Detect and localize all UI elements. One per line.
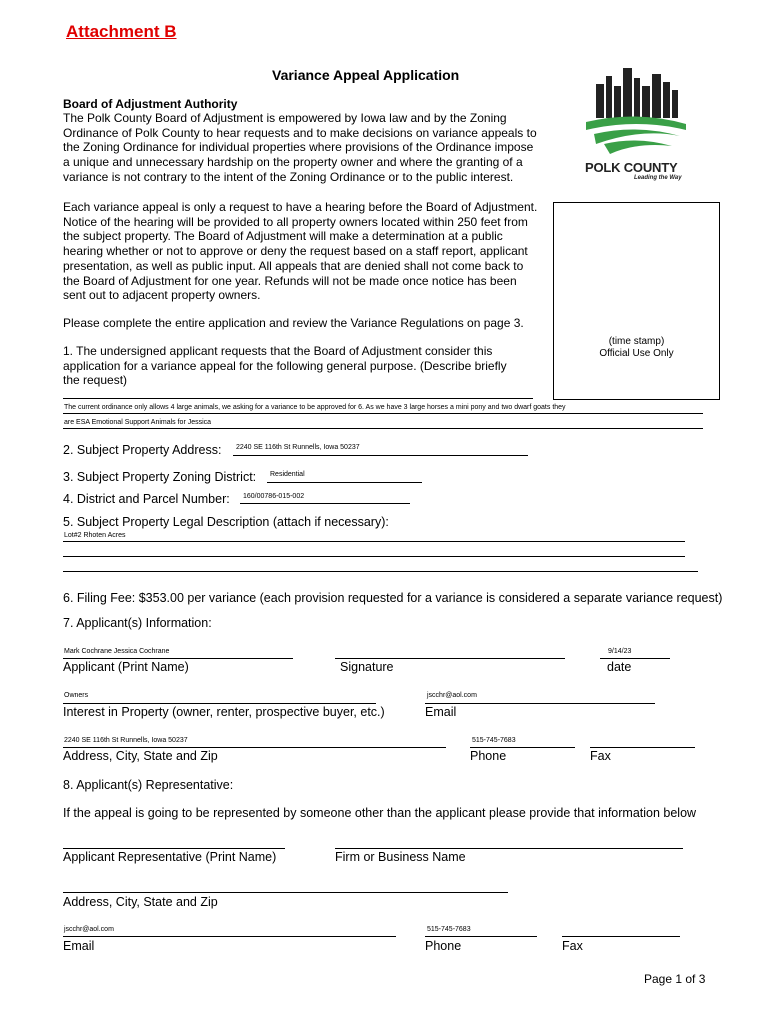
email-field[interactable]: jscchr@aol.com bbox=[427, 692, 477, 699]
applicant-name-field[interactable]: Mark Cochrane Jessica Cochrane bbox=[64, 648, 170, 655]
date-field[interactable]: 9/14/23 bbox=[608, 648, 632, 655]
hearing-line: Each variance appeal is only a request to have a hearing before the Board of Adjustment. bbox=[63, 200, 538, 214]
page-number: Page 1 of 3 bbox=[644, 972, 706, 986]
rep-address-label: Address, City, State and Zip bbox=[63, 895, 218, 909]
interest-field[interactable]: Owners bbox=[64, 692, 89, 699]
q7-label: 7. Applicant(s) Information: bbox=[63, 616, 212, 630]
email-label: Email bbox=[425, 705, 457, 719]
hearing-line: hearing whether or not to approve or deny the request based on a staff report, applicant bbox=[63, 244, 528, 259]
hearing-line: presentation, as well as public input. All appeals that are denied shall not come back to bbox=[63, 258, 524, 273]
authority-heading: Board of Adjustment Authority bbox=[63, 97, 238, 111]
hearing-line: the subject property. The Board of Adjustment will make a determination at a public bbox=[63, 229, 503, 244]
signature-label: Signature bbox=[340, 660, 394, 674]
authority-line: a unique and unnecessary hardship on the property owner and where the granting of a bbox=[63, 155, 523, 170]
zoning-district-field[interactable]: Residential bbox=[270, 471, 305, 478]
timestamp-line: Official Use Only bbox=[599, 348, 674, 359]
q3-label: 3. Subject Property Zoning District: bbox=[63, 470, 257, 484]
rep-phone-label: Phone bbox=[425, 939, 462, 953]
timestamp-line: (time stamp) bbox=[608, 336, 665, 347]
parcel-number-field[interactable]: 160/00786-015-002 bbox=[243, 493, 305, 500]
authority-text bbox=[63, 111, 553, 185]
timestamp-label bbox=[554, 336, 719, 360]
hearing-line: sent out to adjacent property owners. bbox=[63, 288, 261, 303]
q1-answer-line[interactable]: The current ordinance only allows 4 large animals, we asking for a variance to be approved for 6. As we have 3 large horses a mini pony and two dwarf goats they bbox=[64, 404, 566, 411]
q5-label: 5. Subject Property Legal Description (attach if necessary): bbox=[63, 515, 389, 529]
logo-tagline: Leading the Way bbox=[634, 175, 682, 181]
address-label: Address, City, State and Zip bbox=[63, 749, 218, 763]
address-field[interactable]: 2240 SE 116th St Runnells, Iowa 50237 bbox=[64, 737, 188, 744]
rep-phone-field[interactable]: 515-745-7683 bbox=[427, 926, 471, 933]
date-label: date bbox=[607, 660, 632, 674]
interest-label: Interest in Property (owner, renter, prospective buyer, etc.) bbox=[63, 705, 385, 719]
page-title: Variance Appeal Application bbox=[272, 67, 460, 83]
phone-field[interactable]: 515-745-7683 bbox=[472, 737, 516, 744]
attachment-label: Attachment B bbox=[66, 22, 177, 41]
q8-label: 8. Applicant(s) Representative: bbox=[63, 778, 234, 792]
logo-name: POLK COUNTY bbox=[585, 160, 678, 175]
hearing-text bbox=[63, 200, 553, 303]
authority-line: the Zoning Ordinance for individual properties where provisions of the Ordinance impose bbox=[63, 140, 534, 155]
authority-line: variance is not contrary to the intent of the Zoning Ordinance or to the public interest. bbox=[63, 169, 514, 184]
rep-fax-label: Fax bbox=[562, 939, 583, 953]
q4-label: 4. District and Parcel Number: bbox=[63, 492, 230, 506]
timestamp-box bbox=[553, 202, 720, 400]
q2-label: 2. Subject Property Address: bbox=[63, 443, 222, 457]
question-1 bbox=[63, 344, 543, 388]
property-address-field[interactable]: 2240 SE 116th St Runnells, Iowa 50237 bbox=[236, 444, 360, 451]
authority-line: The Polk County Board of Adjustment is empowered by Iowa law and by the Zoning bbox=[63, 111, 507, 125]
rep-instruction: If the appeal is going to be represented by someone other than the applicant please provide that information below bbox=[63, 806, 697, 820]
rep-name-label: Applicant Representative (Print Name) bbox=[63, 850, 277, 864]
phone-label: Phone bbox=[470, 749, 507, 763]
rep-email-label: Email bbox=[63, 939, 95, 953]
rep-email-field[interactable]: jscchr@aol.com bbox=[64, 926, 114, 933]
q1-line: 1. The undersigned applicant requests that the Board of Adjustment consider this bbox=[63, 344, 493, 358]
q1-line: the request) bbox=[63, 373, 128, 388]
complete-instruction: Please complete the entire application and review the Variance Regulations on page 3. bbox=[63, 316, 524, 330]
rep-firm-label: Firm or Business Name bbox=[335, 850, 466, 864]
authority-line: Ordinance of Polk County to hear requests and to make decisions on variance appeals to bbox=[63, 125, 537, 140]
hearing-line: Notice of the hearing will be provided to all property owners located within 250 feet from bbox=[63, 214, 528, 229]
fax-label: Fax bbox=[590, 749, 611, 763]
legal-description-field[interactable]: Lot#2 Rhoten Acres bbox=[64, 532, 126, 539]
q6-filing-fee: 6. Filing Fee: $353.00 per variance (each provision requested for a variance is considered a separate variance request) bbox=[63, 591, 723, 605]
applicant-name-label: Applicant (Print Name) bbox=[63, 660, 189, 674]
hearing-line: the Board of Adjustment for one year. Refunds will not be made once notice has been bbox=[63, 273, 517, 288]
q1-answer-line[interactable]: are ESA Emotional Support Animals for Jessica bbox=[64, 419, 212, 426]
q1-line: application for a variance appeal for the following general purpose. (Describe briefly bbox=[63, 358, 507, 373]
polk-county-logo bbox=[582, 64, 692, 186]
